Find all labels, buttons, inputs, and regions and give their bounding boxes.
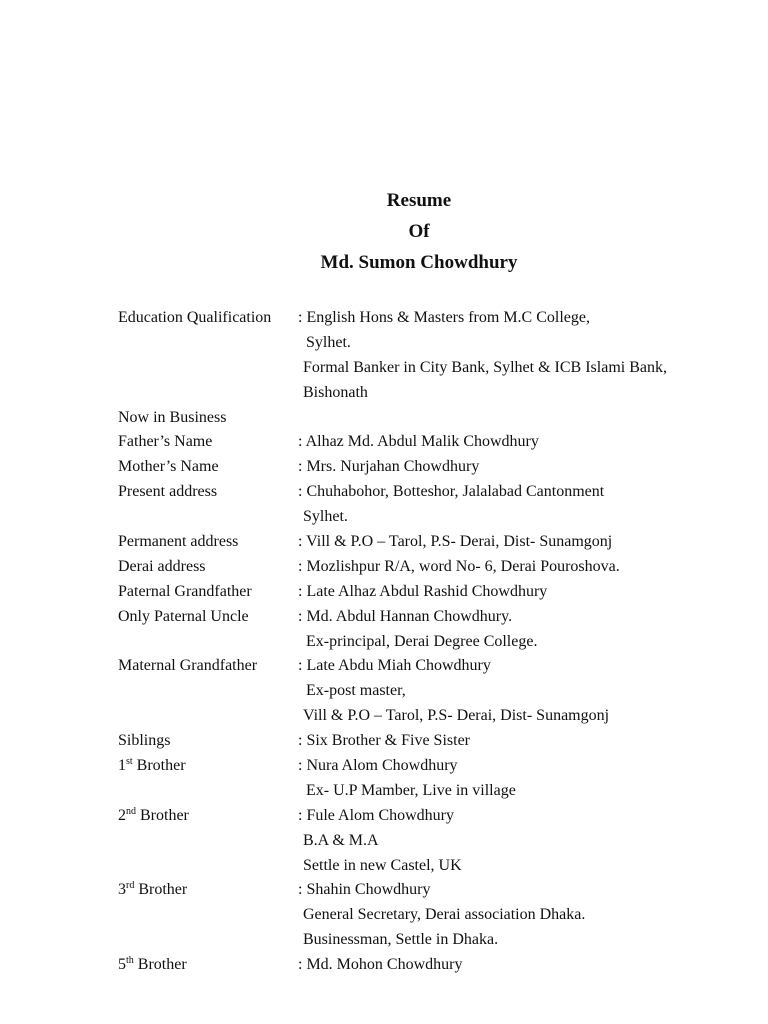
detail-row	[118, 356, 758, 381]
detail-label	[118, 953, 187, 978]
detail-row	[118, 729, 758, 754]
detail-row	[118, 406, 758, 431]
detail-value: : Late Alhaz Abdul Rashid Chowdhury	[298, 582, 548, 600]
detail-row	[118, 381, 758, 406]
detail-row	[118, 754, 758, 779]
detail-row	[118, 555, 758, 580]
resume-title	[0, 185, 768, 278]
detail-row	[118, 928, 758, 953]
detail-value: : Six Brother & Five Sister	[298, 732, 470, 750]
detail-row	[118, 903, 758, 928]
resume-details	[118, 306, 758, 978]
detail-value: Sylhet.	[303, 508, 348, 526]
detail-label	[118, 804, 189, 829]
ordinal-suffix: nd	[126, 805, 136, 817]
detail-label	[118, 878, 187, 903]
detail-row	[118, 505, 758, 530]
ordinal-rest: Brother	[133, 956, 187, 974]
detail-label: Only Paternal Uncle	[118, 607, 249, 625]
detail-label: Maternal Grandfather	[118, 657, 258, 675]
detail-label: Paternal Grandfather	[118, 582, 252, 600]
detail-value: : Md. Mohon Chowdhury	[298, 956, 463, 974]
detail-label: Education Qualification	[118, 309, 272, 326]
detail-value: : Alhaz Md. Abdul Malik Chowdhury	[298, 433, 539, 451]
title-line-name: Md. Sumon Chowdhury	[320, 252, 518, 273]
ordinal-rest: Brother	[132, 757, 186, 775]
detail-row	[118, 804, 758, 829]
detail-label: Father’s Name	[118, 433, 213, 451]
detail-row	[118, 953, 758, 978]
detail-value: B.A & M.A	[303, 831, 379, 849]
detail-row	[118, 455, 758, 480]
detail-label	[118, 754, 186, 779]
detail-value: Sylhet.	[306, 333, 351, 351]
detail-value: : Md. Abdul Hannan Chowdhury.	[298, 607, 513, 625]
detail-label: Permanent address	[118, 533, 239, 551]
ordinal-suffix: st	[126, 756, 133, 768]
ordinal-number: 3	[118, 881, 126, 899]
detail-row	[118, 480, 758, 505]
detail-label: Present address	[118, 483, 218, 501]
detail-row	[118, 605, 758, 630]
ordinal-suffix: th	[126, 955, 134, 967]
title-line-resume: Resume	[386, 190, 452, 211]
ordinal-number: 2	[118, 806, 126, 824]
detail-value: Businessman, Settle in Dhaka.	[303, 931, 499, 949]
detail-row	[118, 854, 758, 879]
detail-value: Ex- U.P Mamber, Live in village	[306, 781, 516, 799]
detail-row	[118, 530, 758, 555]
detail-value: General Secretary, Derai association Dhaka.	[303, 906, 586, 924]
detail-row	[118, 654, 758, 679]
detail-row	[118, 679, 758, 704]
detail-row	[118, 331, 758, 356]
detail-value: Bishonath	[303, 383, 368, 401]
detail-value: : English Hons & Masters from M.C College,	[298, 309, 590, 326]
detail-value: Settle in new Castel, UK	[303, 856, 462, 874]
detail-row	[118, 779, 758, 804]
detail-row	[118, 306, 758, 331]
detail-value: : Fule Alom Chowdhury	[298, 806, 455, 824]
detail-row	[118, 630, 758, 655]
detail-value: Ex-principal, Derai Degree College.	[306, 632, 538, 650]
ordinal-suffix: rd	[126, 880, 135, 892]
detail-value: : Nura Alom Chowdhury	[298, 757, 458, 775]
ordinal-number: 1	[118, 757, 126, 775]
detail-label: Siblings	[118, 732, 171, 750]
detail-value: Formal Banker in City Bank, Sylhet & ICB Islami Bank,	[303, 358, 667, 376]
detail-value: Vill & P.O – Tarol, P.S- Derai, Dist- Sunamgonj	[303, 707, 610, 725]
detail-row	[118, 580, 758, 605]
detail-label: Derai address	[118, 557, 206, 575]
ordinal-rest: Brother	[136, 806, 189, 824]
detail-row	[118, 704, 758, 729]
detail-value: : Late Abdu Miah Chowdhury	[298, 657, 491, 675]
detail-value: : Chuhabohor, Botteshor, Jalalabad Cantonment	[298, 483, 605, 501]
detail-row	[118, 430, 758, 455]
detail-label: Now in Business	[118, 408, 227, 426]
detail-value: : Mozlishpur R/A, word No- 6, Derai Pouroshova.	[298, 557, 620, 575]
ordinal-rest: Brother	[134, 881, 188, 899]
title-line-of: Of	[408, 221, 430, 242]
ordinal-number: 5	[118, 956, 126, 974]
detail-value: : Mrs. Nurjahan Chowdhury	[298, 458, 480, 476]
detail-row	[118, 829, 758, 854]
detail-value: : Shahin Chowdhury	[298, 881, 431, 899]
detail-row	[118, 878, 758, 903]
detail-value: Ex-post master,	[306, 682, 406, 700]
detail-value: : Vill & P.O – Tarol, P.S- Derai, Dist- Sunamgonj	[298, 533, 613, 551]
detail-label: Mother’s Name	[118, 458, 219, 476]
